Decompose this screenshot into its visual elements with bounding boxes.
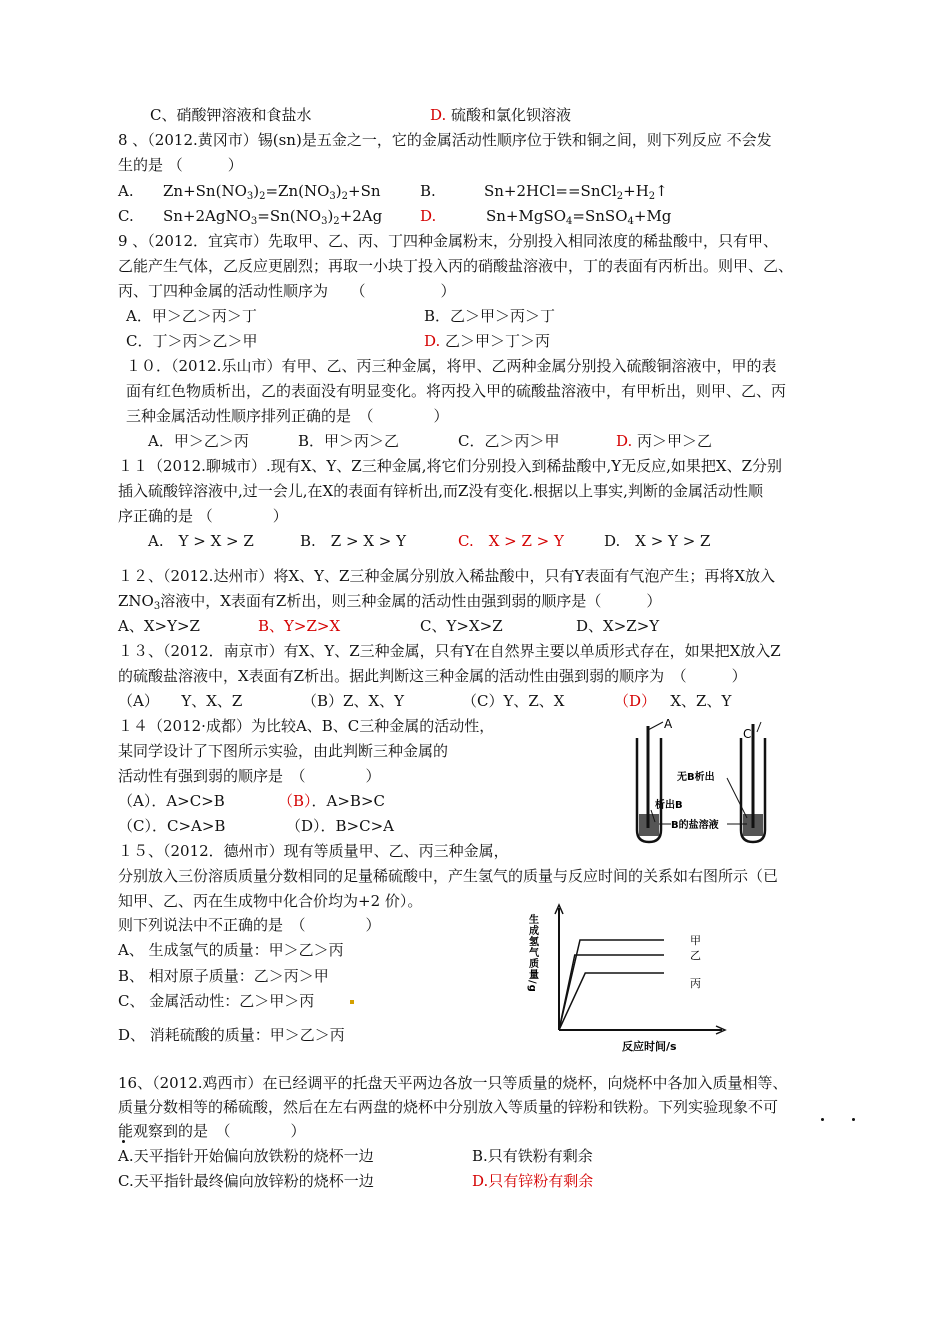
test-tube-figure (615, 718, 785, 848)
q14-stem-line2: 某同学设计了下图所示实验，由此判断三种金属的 (118, 742, 449, 760)
chart-y-axis-label: 生成氢气质量/g (526, 914, 538, 993)
q9-option-a: A．甲＞乙＞丙＞丁 (126, 307, 257, 325)
q12-stem-line1: １２、（2012.达州市）将X、Y、Z三种金属分别放入稀盐酸中，只有Y表面有气泡产生；再将X放入 (118, 567, 776, 585)
q10-option-c: C．乙＞丙＞甲 (458, 432, 560, 450)
q8-option-b-label: B. (420, 182, 436, 200)
q16-option-c: C.天平指针最终偏向放锌粉的烧杯一边 (118, 1172, 374, 1190)
q15-option-d: D、 消耗硫酸的质量：甲＞乙＞丙 (118, 1026, 345, 1044)
q7-option-d (430, 104, 571, 126)
series-label-3: 丙 (690, 977, 701, 990)
q14-stem-line1: １４（2012·成都）为比较A、B、C三种金属的活动性， (118, 717, 495, 735)
q16-stem-line2: 质量分数相等的稀硫酸，然后在左右两盘的烧杯中分别放入等质量的锌粉和铁粉。下列实验现象不可 (118, 1098, 779, 1116)
q9-option-d (424, 330, 550, 352)
q8-option-c-label: C. (118, 207, 134, 225)
label-a: A (664, 717, 673, 731)
label-no-b: 无B析出 (677, 772, 715, 783)
q15-stem-line4: 则下列说法中不正确的是 （ ） (118, 916, 381, 934)
q14-option-b-letter: （B） (278, 792, 312, 810)
series-line-2 (559, 955, 664, 1030)
q9-stem-line2: 乙能产生气体，乙反应更剧烈；再取一小块丁投入丙的硝酸盐溶液中，丁的表面有丙析出。则甲、乙、 (118, 257, 794, 275)
q14-stem-line3: 活动性有强到弱的顺序是 （ ） (118, 767, 381, 785)
q9-option-b: B．乙＞甲＞丙＞丁 (424, 307, 556, 325)
q12-option-c: C、Y>X>Z (420, 617, 503, 635)
series-line-1 (559, 940, 664, 1030)
q8-option-b-equation: $Sn+2HCl==SnCl_2+H_2↑$ (484, 182, 668, 202)
yellow-mark (350, 1000, 354, 1004)
q9-option-c: C．丁＞丙＞乙＞甲 (126, 332, 258, 350)
q13-option-d-letter: （D） (614, 692, 657, 710)
q11-option-a: A. Y > X > Z (148, 532, 254, 550)
q7-option-d-text: 硫酸和氯化钡溶液 (451, 106, 572, 124)
q12-option-b: B、Y>Z>X (258, 617, 341, 635)
q13-option-a: （A） Y、X、Z (118, 692, 243, 710)
q8-option-d-equation: Sn+MgSO$_4$=SnSO$_4$+Mg (486, 207, 672, 227)
q13-stem-line2: 的硫酸盐溶液中，X表面有Z析出。据此判断这三种金属的活动性由强到弱的顺序为 （ ） (118, 667, 747, 685)
emphasis-dot (852, 1118, 855, 1121)
q16-stem-line1: 16、（2012.鸡西市）在已经调平的托盘天平两边各放一只等质量的烧杯，向烧杯中各加入质量相等、 (118, 1074, 788, 1092)
q16-option-d (472, 1170, 593, 1192)
q13-option-c: （C）Y、Z、X (462, 692, 565, 710)
chart-x-axis-label: 反应时间/s (622, 1040, 677, 1053)
q10-option-d (616, 430, 712, 452)
q10-option-d-letter: D. (616, 432, 633, 450)
q10-stem-line1: １０．（2012.乐山市）有甲、乙、丙三种金属，将甲、乙两种金属分别投入硫酸铜溶液中，甲的表 (126, 357, 777, 375)
q14-option-c: （C）．C>A>B (118, 817, 226, 835)
q12-option-d: D、X>Z>Y (576, 617, 660, 635)
q8-option-c-equation: $Sn+2AgNO_3=Sn(NO_3)_2+2Ag$ (163, 207, 383, 227)
q15-option-b: B、 相对原子质量：乙＞丙＞甲 (118, 967, 329, 985)
label-c: C (743, 727, 752, 741)
q16-option-a: A.天平指针开始偏向放铁粉的烧杯一边 (118, 1147, 374, 1165)
q9-stem-line1: 9 、（2012．宜宾市）先取甲、乙、丙、丁四种金属粉末，分别投入相同浓度的稀盐酸中，只有甲、 (118, 232, 778, 250)
q14-option-b-text: ．A>B>C (311, 792, 386, 810)
q11-stem-line3: 序正确的是 （ ） (118, 507, 288, 525)
q11-option-c: C. X > Z > Y (458, 532, 564, 550)
q12-stem-line2: $ZNO_3$溶液中，X表面有Z析出，则三种金属的活动性由强到弱的顺序是（ ） (118, 592, 662, 612)
q13-stem-line1: １３、（2012．南京市）有X、Y、Z三种金属，只有Y在自然界主要以单质形式存在，如果把X放入Z (118, 642, 781, 660)
q8-option-d-label: D. (420, 207, 437, 225)
q10-option-b: B．甲＞丙＞乙 (298, 432, 400, 450)
q13-option-d (614, 690, 731, 712)
q10-option-a: A．甲＞乙＞丙 (148, 432, 249, 450)
q8-option-a-label: A. (118, 182, 134, 200)
q11-stem-line1: １１（2012.聊城市）.现有X、Y、Z三种金属,将它们分别投入到稀盐酸中,Y无反应,如果把X、Z分别 (118, 457, 783, 475)
series-label-1: 甲 (690, 934, 701, 947)
series-label-2: 乙 (690, 949, 701, 962)
q14-option-b (278, 790, 385, 812)
q15-option-c: C、 金属活动性：乙＞甲＞丙 (118, 992, 315, 1010)
q8-stem-line1: 8 、（2012.黄冈市）锡(sn)是五金之一，它的金属活动性顺序位于铁和铜之间，则下列反应 不会发 (118, 131, 772, 149)
q15-stem-line1: １５、（2012．德州市）现有等质量甲、乙、丙三种金属， (118, 842, 509, 860)
q13-option-b: （B）Z、X、Y (302, 692, 405, 710)
q11-option-d: D. X > Y > Z (604, 532, 711, 550)
q12-option-a: A、X>Y>Z (118, 617, 200, 635)
q15-option-a: A、 生成氢气的质量：甲＞乙＞丙 (118, 941, 344, 959)
q11-option-b: B. Z > X > Y (300, 532, 407, 550)
q8-stem-line2: 生的是 （ ） (118, 156, 243, 174)
q9-option-d-letter: D. (424, 332, 441, 350)
q10-stem-line3: 三种金属活动性顺序排列正确的是 （ ） (126, 407, 449, 425)
hydrogen-mass-chart (526, 902, 732, 1060)
label-b-solution: B的盐溶液 (671, 820, 719, 831)
q10-option-d-text: 丙＞甲＞乙 (637, 432, 713, 450)
q16-option-d-text: D.只有锌粉有剩余 (472, 1172, 594, 1190)
q7-option-c: C、硝酸钾溶液和食盐水 (150, 106, 312, 124)
label-out-b: 析出B (655, 800, 683, 811)
q9-option-d-text: 乙＞甲＞丁＞丙 (445, 332, 551, 350)
q9-stem-line3: 丙、丁四种金属的活动性顺序为 （ ） (118, 282, 456, 300)
q13-option-d-text: X、Z、Y (670, 692, 732, 710)
series-line-3 (559, 973, 664, 1030)
q16-stem-line3: 能观察到的是 （ ） (118, 1122, 306, 1140)
q8-option-a-equation: $Zn+Sn(NO_3)_2=Zn(NO_3)_2+Sn$ (163, 182, 381, 202)
q15-stem-line3: 知甲、乙、丙在生成物中化合价均为+2 价）。 (118, 892, 423, 910)
emphasis-dot (821, 1118, 824, 1121)
q15-stem-line2: 分别放入三份溶质质量分数相同的足量稀硫酸中，产生氢气的质量与反应时间的关系如右图所示（已 (118, 867, 779, 885)
q14-option-a: （A）．A>C>B (118, 792, 225, 810)
q14-option-d: （D）．B>C>A (286, 817, 394, 835)
emphasis-dot (122, 1140, 125, 1143)
q7-option-d-letter: D. (430, 106, 447, 124)
q16-option-b: B.只有铁粉有剩余 (472, 1147, 593, 1165)
q11-stem-line2: 插入硫酸锌溶液中,过一会儿,在X的表面有锌析出,而Z没有变化.根据以上事实,判断的金属活动性顺 (118, 482, 763, 500)
q10-stem-line2: 面有红色物质析出，乙的表面没有明显变化。将丙投入甲的硫酸盐溶液中，有甲析出，则甲、乙、丙 (126, 382, 787, 400)
